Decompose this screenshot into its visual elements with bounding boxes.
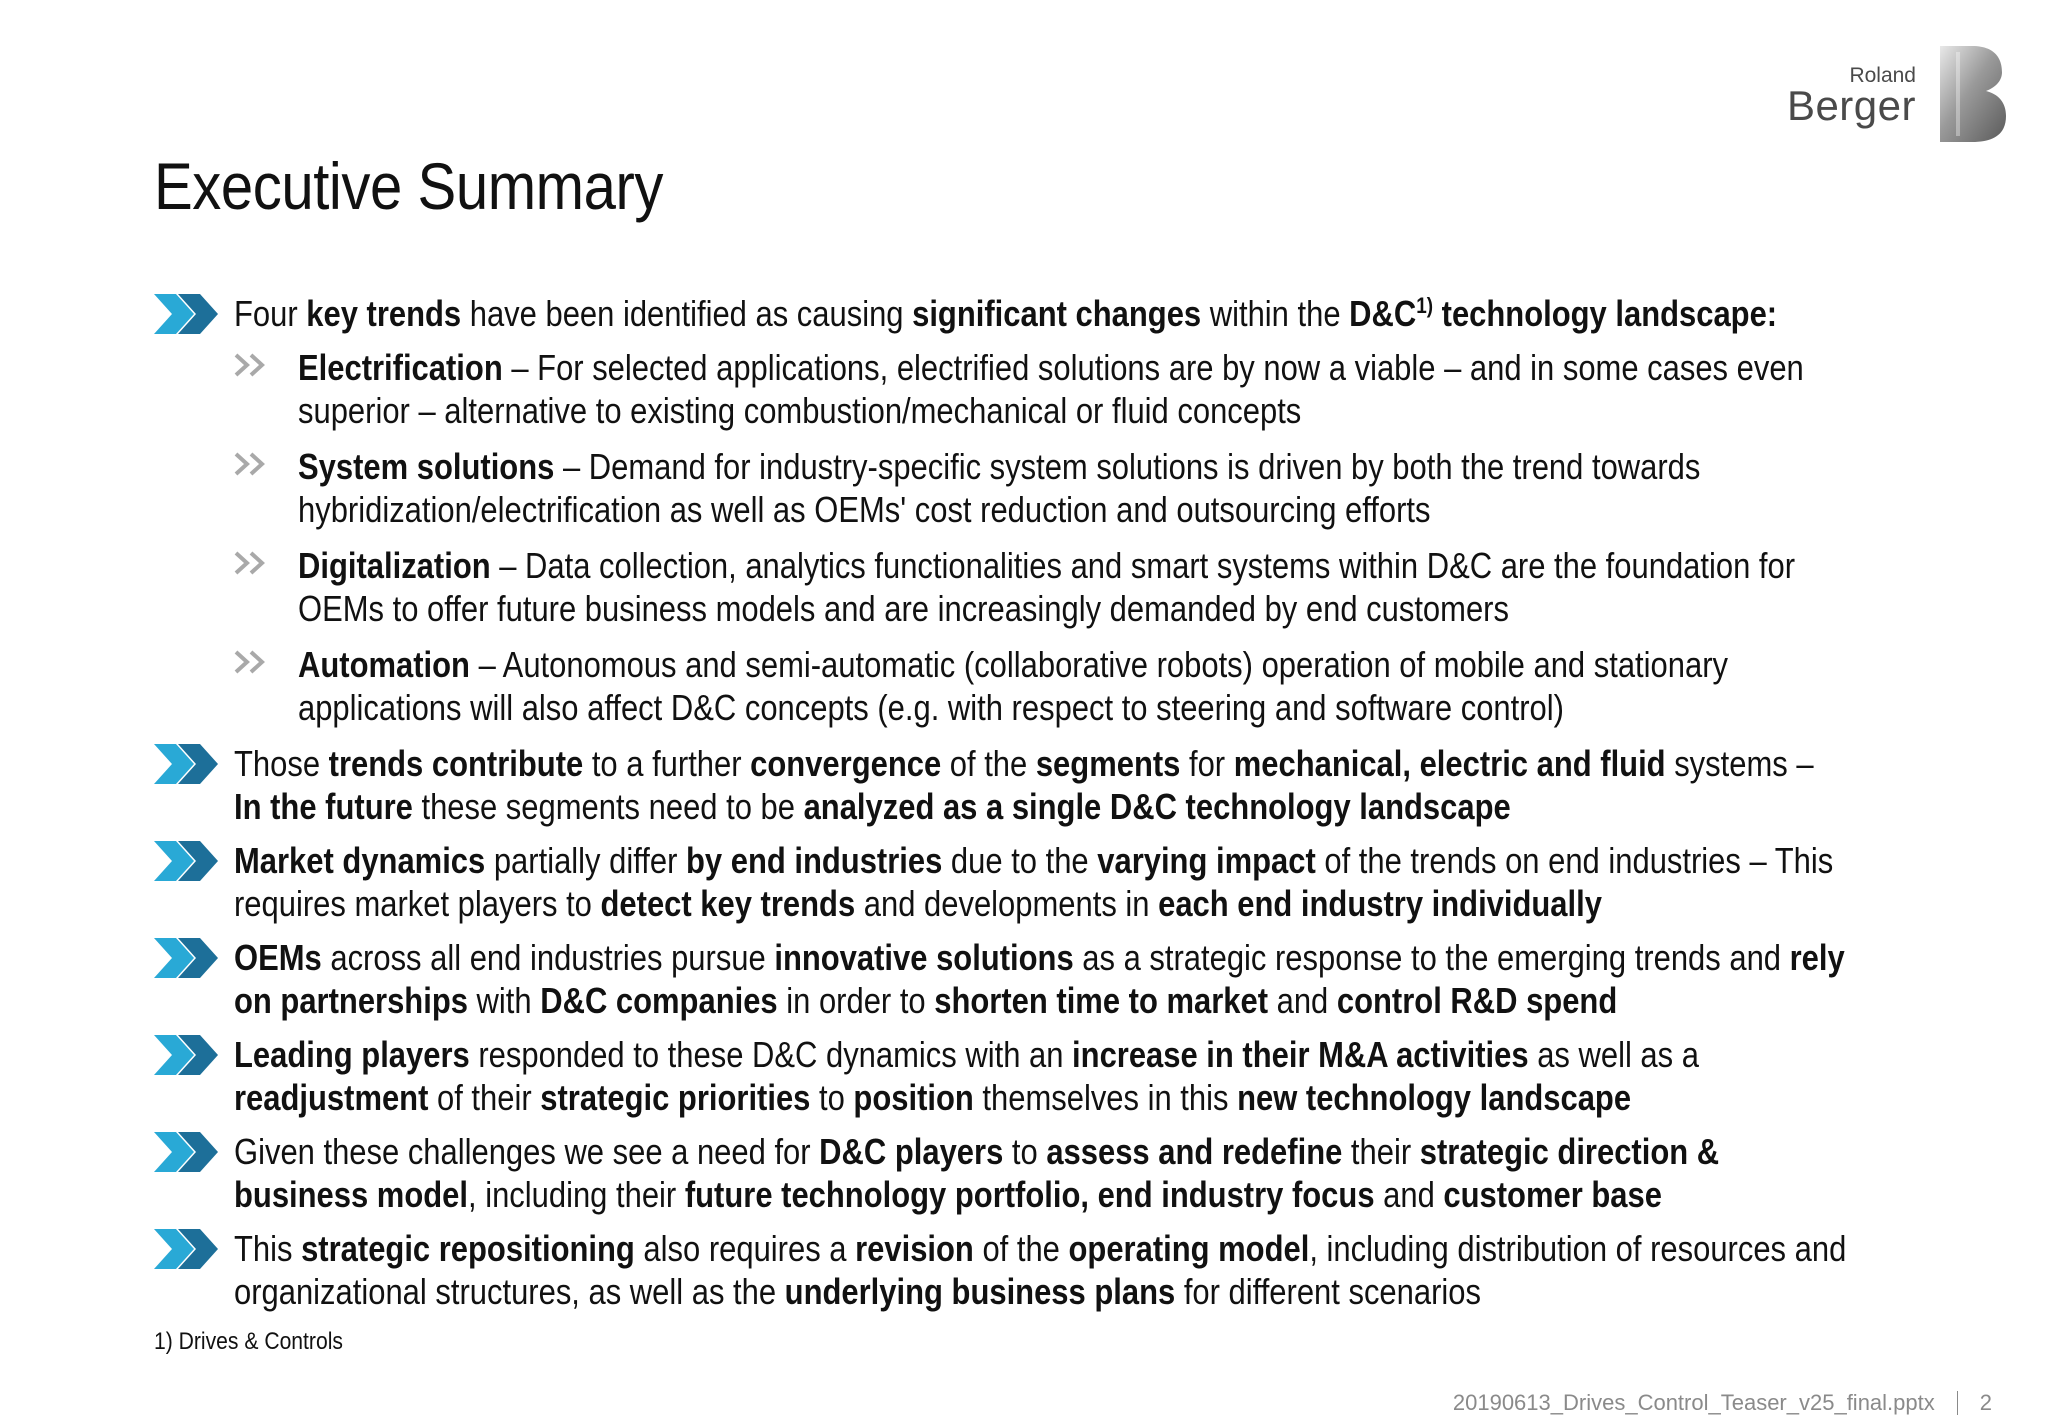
bold-text: business model [234,1174,468,1215]
bold-text: each end industry individually [1158,883,1602,924]
bullet-item [154,839,1918,925]
bold-text: analyzed as a single D&C technology landscape [803,786,1511,827]
bullet-item [154,1130,1918,1216]
bold-text: new technology landscape [1237,1077,1632,1118]
bullet-text [234,839,1834,925]
sub-chevron-icon [234,352,270,378]
sub-bullet-item [234,643,1918,729]
text-run: with [467,980,541,1021]
double-chevron-icon [154,841,220,881]
text-run: Given these challenges we see a need for [234,1131,820,1172]
sub-bullet-item [234,544,1918,630]
bullet-text [234,1130,1720,1216]
bold-text: significant changes [912,293,1202,334]
bold-text: OEMs [234,937,322,978]
footnote: 1) Drives & Controls [154,1328,343,1355]
bold-text: by end industries [685,840,943,881]
bold-text: Market dynamics [234,840,486,881]
bold-text: Automation [298,644,470,685]
bold-text: convergence [750,743,942,784]
bold-text: control R&D spend [1336,980,1618,1021]
bold-text: strategic direction & [1419,1131,1720,1172]
double-chevron-icon [154,1132,220,1172]
bold-text: segments [1035,743,1181,784]
text-run: to [810,1077,854,1118]
text-run: organizational structures, as well as the [234,1271,785,1312]
text-run: Four [234,293,307,334]
bullet-item [154,936,1918,1022]
text-run: OEMs to offer future business models and are increasingly demanded by end customers [298,588,1509,629]
bullet-text [298,445,1701,531]
bullet-item [154,1033,1918,1119]
sub-bullet-item [234,445,1918,531]
text-run: their [1342,1131,1420,1172]
bold-text: D&C companies [540,980,778,1021]
bullet-item [154,742,1918,828]
text-run: – For selected applications, electrified solutions are by now a viable – and in some cases even [502,347,1804,388]
bold-text: increase in their M&A activities [1072,1034,1529,1075]
text-run: of their [428,1077,541,1118]
bold-text: detect key trends [600,883,856,924]
double-chevron-icon [154,1035,220,1075]
bullet-item [154,1227,1918,1313]
footer [1453,1390,1992,1416]
page-title: Executive Summary [154,149,663,223]
text-run: to a further [583,743,751,784]
text-run: requires market players to [234,883,601,924]
bold-text: Leading players [234,1034,470,1075]
bold-text: Electrification [298,347,503,388]
bullet-text [234,1033,1699,1119]
double-chevron-icon [154,1229,220,1269]
bold-text: D&C [1349,293,1417,334]
bold-text: position [853,1077,974,1118]
text-run: This [234,1228,302,1269]
text-run: for different scenarios [1175,1271,1481,1312]
text-run: partially differ [485,840,686,881]
text-run: within the [1201,293,1350,334]
footnote-marker: 1) [1416,293,1434,318]
bullet-text [234,1227,1847,1313]
roland-berger-logo [1786,44,2008,144]
text-run: as well as a [1528,1034,1699,1075]
bold-text: key trends [306,293,462,334]
text-run: and [1268,980,1337,1021]
bold-text: future technology portfolio, end industry focus [684,1174,1375,1215]
logo-b-mark-icon [1936,44,2008,144]
text-run: Those [234,743,329,784]
text-run: also requires a [634,1228,856,1269]
sub-chevron-icon [234,649,270,675]
footer-divider [1957,1391,1958,1415]
bold-text: mechanical, electric and fluid [1233,743,1666,784]
text-run: systems – [1665,743,1814,784]
bold-text: operating model [1068,1228,1310,1269]
bold-text: In the future [234,786,413,827]
text-run: for [1180,743,1234,784]
bold-text: D&C players [819,1131,1004,1172]
bold-text: strategic priorities [540,1077,811,1118]
sub-chevron-icon [234,451,270,477]
bullet-text [298,346,1804,432]
logo-roland-text: Roland [1849,64,1916,87]
bullet-text [234,742,1814,828]
text-run: of the [941,743,1036,784]
sub-bullet-item [234,346,1918,432]
bold-text: technology landscape: [1433,293,1778,334]
bold-text: revision [855,1228,974,1269]
text-run: in order to [777,980,935,1021]
bullet-text [234,292,1778,335]
text-run: – Autonomous and semi-automatic (collaborative robots) operation of mobile and stationary [469,644,1728,685]
text-run: superior – alternative to existing combustion/mechanical or fluid concepts [298,390,1302,431]
bold-text: customer base [1443,1174,1662,1215]
bullet-item [154,292,1918,335]
bullet-text [298,643,1728,729]
logo-berger-text: Berger [1786,82,1916,129]
bullet-text [298,544,1796,630]
bold-text: Digitalization [298,545,491,586]
text-run: to [1003,1131,1047,1172]
bold-text: strategic repositioning [301,1228,635,1269]
sub-chevron-icon [234,550,270,576]
text-run: of the trends on end industries – This [1315,840,1834,881]
text-run: hybridization/electrification as well as OEMs' cost reduction and outsourcing efforts [298,489,1431,530]
bullet-text [234,936,1845,1022]
bold-text: rely [1789,937,1845,978]
summary-bullet-list [154,292,1934,1324]
text-run: themselves in this [973,1077,1238,1118]
text-run: due to the [942,840,1098,881]
double-chevron-icon [154,938,220,978]
double-chevron-icon [154,294,220,334]
text-run: , including distribution of resources and [1309,1228,1847,1269]
text-run: and [1374,1174,1444,1215]
bold-text: System solutions [298,446,555,487]
bold-text: underlying business plans [784,1271,1176,1312]
text-run: – Demand for industry-specific system solutions is driven by both the trend towards [554,446,1701,487]
page-number: 2 [1979,1390,1992,1415]
bold-text: varying impact [1097,840,1316,881]
text-run: these segments need to be [412,786,804,827]
footer-filename: 20190613_Drives_Control_Teaser_v25_final.pptx [1452,1390,1935,1415]
text-run: as a strategic response to the emerging trends and [1073,937,1790,978]
bold-text: assess and redefine [1046,1131,1343,1172]
text-run: across all end industries pursue [321,937,775,978]
text-run: of the [973,1228,1069,1269]
text-run: responded to these D&C dynamics with an [469,1034,1073,1075]
bold-text: trends contribute [328,743,584,784]
text-run: , including their [467,1174,685,1215]
text-run: – Data collection, analytics functionalities and smart systems within D&C are the foundation for [490,545,1796,586]
bold-text: on partnerships [234,980,468,1021]
double-chevron-icon [154,744,220,784]
text-run: applications will also affect D&C concepts (e.g. with respect to steering and software control) [298,687,1564,728]
text-run: and developments in [855,883,1159,924]
bold-text: shorten time to market [934,980,1269,1021]
bold-text: innovative solutions [774,937,1074,978]
text-run: have been identified as causing [461,293,913,334]
bold-text: readjustment [234,1077,429,1118]
